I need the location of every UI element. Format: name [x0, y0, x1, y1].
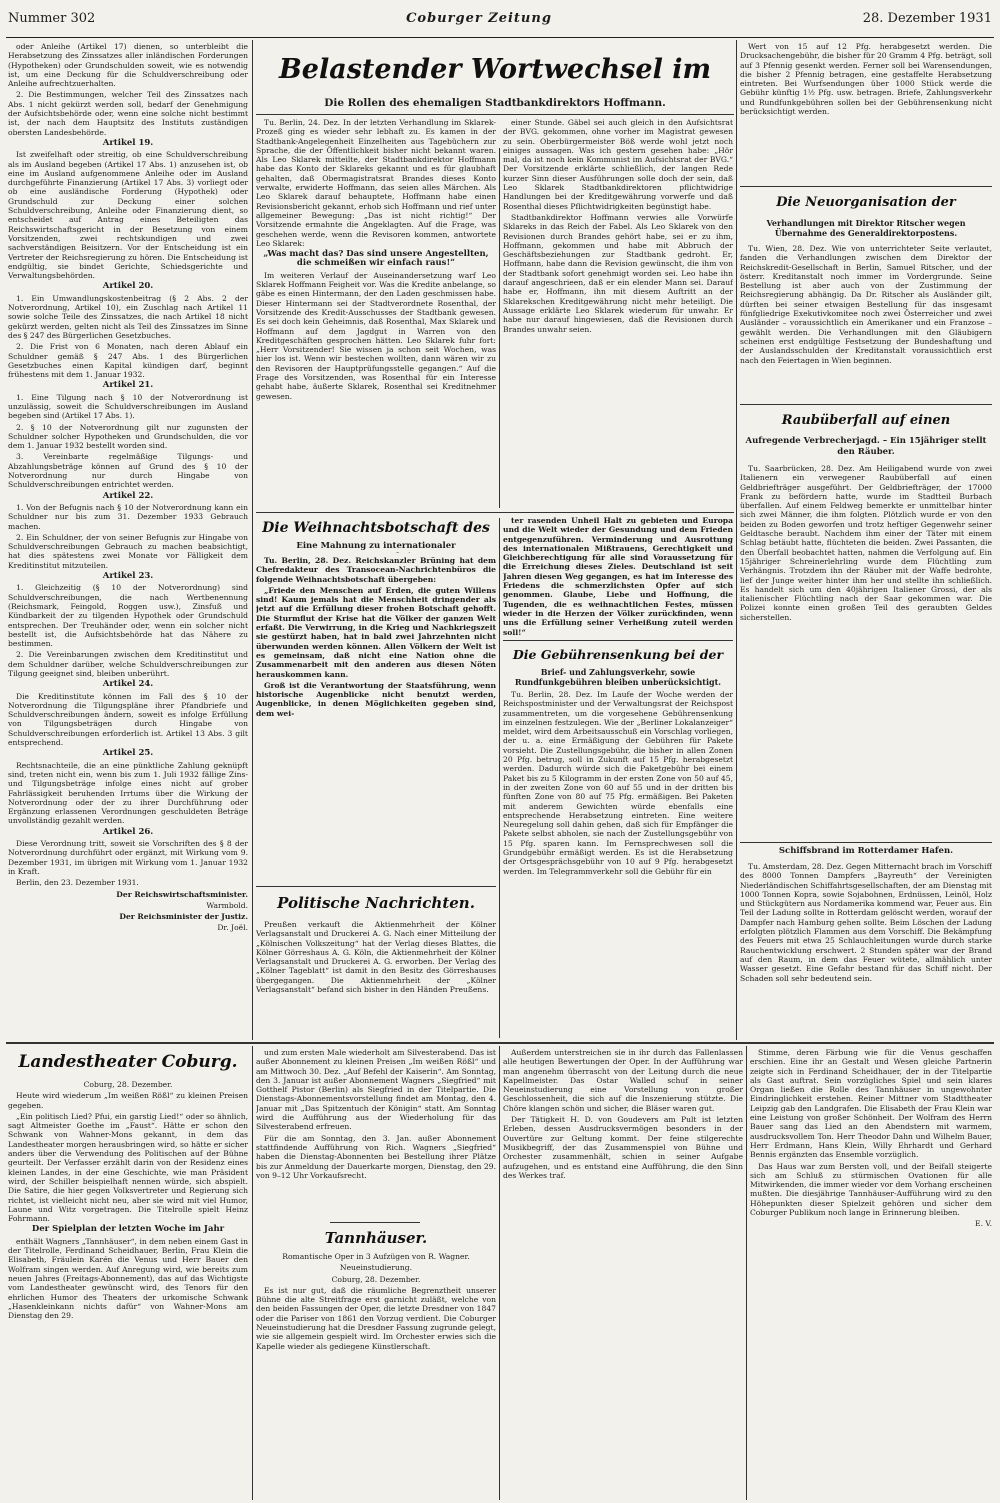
article-text: Es ist nur gut, daß die räumliche Begrenztheit unserer Bühne die alte Streitfrage erst garnicht zuläßt, welche von den beiden Fassungen der Oper, die letzte Dresdner von 1847 oder die Pariser von 1861 den Vorzug verdient. Die Coburger Neueinstudierung hat die Dresdner Fassung zugrunde gelegt, wie sie allgemein gespielt wird. Im Orchester erwies sich die Kapelle wieder als gediegene Künstlerschaft. — [256, 1285, 496, 1351]
signature-name: Warmbold. — [206, 900, 248, 910]
article-text: Ist zweifelhaft oder streitig, ob eine Schuldverschreibung als im Ausland begeben (Artikel 17 Abs. 1) anzusehen ist, ob eine im Ausland aufgenommene Anleihe oder im Ausland durchgeführte Finanzierung (Artikel 17 Abs. 3) vorliegt oder ob eine ausländische Forderung (Hypothek) oder Grundschuld zur Deckung einer solchen Schuldverschreibung, Anleihe oder Finanzierung dient, so entscheidet auf Antrag eines Beteiligten das Reichswirtschaftsgericht in der Besetzung von einem Vorsitzenden, zwei rechtskundigen und zwei sachverständigen Beisitzern. Vor der Entscheidung ist ein Vertreter der Reichsregierung zu hören. Die Entscheidung ist endgültig, sie bindet Gerichte, Schiedsgerichte und Verwaltungsbehörden. — [8, 150, 248, 281]
kredit-subhead: Verhandlungen mit Direktor Ritscher wegen Übernahme des Generaldirektorpostens. — [766, 218, 966, 238]
quote: „Was macht das? Das sind unsere Angestellten, die schmeißen wir einfach raus!“ — [263, 249, 489, 269]
theater-headline: Landestheater Coburg. — [18, 1052, 238, 1072]
article-text: „Ein politisch Lied? Pfui, ein garstig Lied!“ oder so ähnlich, sagt Altmeister Goethe im „Faust“. Hätte er schon den Schwank von Wahner-Mons gekannt, in dem das Landestheater morgen herausbringen wird, so hätte er sicher anders über die Verwendung des Politischen auf der Bühne geurteilt. Der Verfasser erzählt darin von der Residenz eines kleinen Landes, in der eine Geschichte, wie man Präsident wird, der Schiller beispielhaft nennen würde, sich abspielt. Die Satire, die hier gegen Volksvertreter und Regierung sich richtet, ist vielleicht nicht neu, aber sie wird mit viel Humor, Laune und Witz vorgetragen. Die Titelrolle spielt Heinz Fohrmann. — [8, 1111, 248, 1224]
section-rule — [740, 404, 992, 405]
column-rule — [499, 1046, 500, 1500]
reichspost-continuation — [740, 42, 992, 182]
article-text: Tu. Berlin, 28. Dez. Reichskanzler Brüning hat dem Chefredakteur des Transocean-Nachrichtenbüros die folgende Weihnachtsbotschaft übergeben: — [256, 556, 496, 584]
article-text: Tu. Saarbrücken, 28. Dez. Am Heiligabend wurde von zwei Italienern ein verwegener Raubüberfall auf einen Geldbriefträger ausgeführt. Der Geldbriefträger, der 17000 Frank zu befördern hatte, wurde im Stadtteil Burbach überfallen. Auf einem Feldweg bemerkte er unmittelbar hinter sich zwei Männer, die ihm folgten. Plötzlich wurde er von den beiden zu Boden geworfen und trotz heftiger Gegenwehr seiner Geldtasche beraubt. Nachdem ihm einer der Täter mit einem Schlag betäubt hatte, flüchteten die beiden. Zwei Passanten, die den Überfall beobachtet hatten, nahmen die Verfolgung auf. Ein 15jähriger Schreinerlehrling wurde dem Flüchtling zum Verhängnis. Trotzdem ihn der Räuber mit der Waffe bedrohte, lief der Junge weiter hinter ihm her und stellte ihn schließlich. Es handelt sich um den 40jährigen Italiener Grossi, der als italienischer Flüchtling nach der Saar gekommen war. Die Polizei konnte einen großen Teil des geraubten Geldes sicherstellen. — [740, 464, 992, 622]
theater-col4 — [750, 1048, 992, 1500]
headline-rule — [256, 114, 734, 115]
tannhaeuser-subtitle: Romantische Oper in 3 Aufzügen von R. Wagner. — [282, 1252, 470, 1261]
gebuehren-text — [503, 690, 733, 1038]
signature-title: Der Reichswirtschaftsminister. — [116, 889, 248, 899]
section-rule — [330, 1222, 420, 1223]
article-text: Wert von 15 auf 12 Pfg. herabgesetzt werden. Die Drucksachengebühr, die bisher für 20 Gramm 4 Pfg. beträgt, soll auf 3 Pfennig gesenkt werden. Ferner soll bei Warensendungen, die bisher 2 Pfennig betragen, eine gestaffelte Herabsetzung eintreten. Bei Wurfsendungen über 1000 Stück werde die Gebühr künftig 1½ Pfg. usw. betragen. Briefe, Zahlungsverkehr und Rundfunkgebühren sollen bei der Gebührensenkung nicht berücksichtigt werden. — [740, 42, 992, 117]
article-heading: Artikel 20. — [102, 281, 154, 292]
article-text: Rechtsnachteile, die an eine pünktliche Zahlung geknüpft sind, treten nicht ein, wenn bis zum 1. Juli 1932 fällige Zins- und Tilgungsbeträge infolge eines nicht auf grober Fahrlässigkeit beruhenden Irrtums über die Wirkung der Notverordnung oder der zu ihrer Durchführung oder Ergänzung erlassenen Verordnungen geschuldeten Beträge unvollständig gezahlt werden. — [8, 760, 248, 826]
article-text: Das Haus war zum Bersten voll, und der Beifall steigerte sich am Schluß zu stürmischen Ovationen für alle Mitwirkenden, die immer wieder vor dem Vorhang erscheinen mußten. Die diesjährige Tannhäuser-Aufführung wird zu den Höhepunkten dieser Spielzeit gehören und sicher dem Coburger Publikum noch lange in Erinnerung bleiben. — [750, 1161, 992, 1218]
article-text: 2. Die Bestimmungen, welcher Teil des Zinssatzes nach Abs. 1 nicht gekürzt werden soll, bedarf der Genehmigung der Aufsichtsbehörde oder, wenn eine solche nicht bestimmt ist, der nach dem Hauptsitz des Instituts zuständigen obersten Landesbehörde. — [8, 90, 248, 137]
article-heading: Artikel 19. — [102, 137, 154, 148]
section-rule — [740, 842, 992, 843]
sklarek-col1 — [256, 118, 496, 510]
feuilleton-divider — [6, 1042, 994, 1044]
article-text: Außerdem unterstreichen sie in ihr durch das Fallenlassen alle heutigen Bewertungen der Oper. In der Aufführung war man angenehm überrascht von der Leitung durch die neue Kapellmeister. Das Ostar Walled schuf in seiner Neueinstudierung eine Vorstellung von großer Geschlossenheit, die sich auf die Inszenierung stützte. Die Chöre klangen schön und sicher, die Bläser waren gut. — [503, 1048, 743, 1113]
weihnacht-headline: Die Weihnachtsbotschaft des — [262, 520, 490, 536]
signature-name: Dr. Joël. — [217, 923, 248, 933]
column-rule — [252, 40, 253, 1040]
article-text: Preußen verkauft die Aktienmehrheit der Kölner Verlagsanstalt und Druckerei A. G. Nach einer Mitteilung der „Kölnischen Volkszeitung“ hat der Verlag dieses Blattes, die Kölner Görreshaus A. G. Köln, die Aktienmehrheit der Kölner Verlagsanstalt und Druckerei A. G. erworben. Der Verlag des „Kölner Tageblatt“ ist damit in den Besitz des Görreshauses übergegangen. Die Aktienmehrheit der „Kölner Verlagsanstalt“ befand sich bisher in den Händen Preußens. — [256, 920, 496, 995]
article-heading: Artikel 26. — [102, 826, 154, 837]
article-text: Die Kreditinstitute können im Fall des § 10 der Notverordnung die Tilgungspläne ihrer Pfandbriefe und Schuldverschreibungen ändern, soweit es infolge Erfüllung von Tilgungsbeträgen durch Hingabe von Schuldverschreibungen erforderlich ist. Artikel 13 Abs. 3 gilt entsprechend. — [8, 691, 248, 748]
article-text: Im weiteren Verlauf der Auseinandersetzung warf Leo Sklarek Hoffmann Feigheit vor. Was die Kredite anbelange, so gäbe es einen Hintermann, der den Laden geschmissen habe. Dieser Hintermann sei der Stadtverordnete Rosenthal, der Vorsitzende des Kredit-Ausschusses der Stadtbank gewesen. Es sei doch kein Geheimnis, daß Rosenthal, Max Sklarek und Hoffmann auf dem Jagdgut in Warren von den Kreditgeschäften gesprochen hätten. Leo Sklarek fuhr fort: „Herr Vorsitzender! Sie wissen ja schon seit Wochen, was hier los ist. Wenn wir bestechen wollten, dann wären wir zu den Revisoren der Hauptprüfungsstelle gegangen.“ Auf die Frage des Vorsitzenden, was Rosenthal für ein Interesse gehabt habe, äußerte Sklarek, Rosenthal sei Kreditnehmer gewesen. — [256, 270, 496, 401]
article-text: einer Stunde. Gäbel sei auch gleich in den Aufsichtsrat der BVG. gekommen, ohne vorher im Magistrat gewesen zu sein. Oberbürgermeister Böß werde wohl jetzt noch einiges aussagen. Was ich gestern gesehen habe: „Hör mal, da ist noch kein Kommunist im Aufsichtsrat der BVG.“ Der Vorsitzende erklärte schließlich, der langen Rede kurzer Sinn dieser Ausführungen solle doch der sein, daß Leo Sklarek Stadtbankdirektoren pflichtwidrige Handlungen bei der Kreditgewährung vorwerfe und daß Rosenthal dieses Pflichtwidrigkeiten begünstigt habe. — [503, 118, 733, 211]
article-text: ter rasenden Unheil Halt zu gebieten und Europa und die Welt wieder der Gesundung und dem Frieden entgegenzuführen. Verminderung und Ausrottung des internationalen Mißtrauens, Gerechtigkeit und Gleichberechtigung für alle sind Voraussetzung für die Erreichung dieses Zieles. Deutschland ist seit Jahren diesen Weg gegangen, es hat im Interesse des Friedens die schmerzlichsten Opfer auf sich genommen. Glaube, Liebe und Hoffnung, die Tugenden, die es weihnachtlichen Festes, müssen wieder in die Herzen der Völker zurückfinden, wenn uns die Erfüllung seiner Verheißung zuteil werden soll!“ — [503, 516, 733, 637]
ship-headline: Schiffsbrand im Rotterdamer Hafen. — [778, 846, 954, 856]
article-text: Für die am Sonntag, den 3. Jan. außer Abonnement stattfindende Aufführung von Rich. Wagners „Siegfried“ haben die Dienstag-Abonnenten bei Bestellung ihrer Plätze bis zur Anmeldung der Dauerkarte morgen, Dienstag, den 29. von 9–12 Uhr Vorkaufsrecht. — [256, 1133, 496, 1180]
masthead — [6, 0, 994, 38]
article-text: Stadtbankdirektor Hoffmann verwies alle Vorwürfe Sklareks in das Reich der Fabel. Als Leo Sklarek von den Revisionen durch Brandes gehört habe, sei er zu ihm, Hoffmann, gekommen und habe mit Abbruch der Geschäftsbeziehungen zur Stadtbank gedroht. Er, Hoffmann, habe dann die Revision gewünscht, die ihm von der Stadtbank sofort genehmigt worden sei. Leo habe ihn darauf angeschrieen, daß er ein elender Mann sei. Darauf habe er, Hoffmann, ihn mit diesem Auftritt an der Sklarekschen Kreditgewährung nicht mehr beteiligt. Die Aussage erklärte Leo Sklarek wiederum für unwahr. Er habe nur darauf hingewiesen, daß die Revisionen durch Brandes unwahr seien. — [503, 212, 733, 334]
section-rule — [503, 640, 733, 641]
section-rule — [256, 512, 734, 513]
dateline: Coburg, 28. Dezember. — [331, 1274, 421, 1284]
raub-text — [740, 464, 992, 838]
kredit-text — [740, 244, 992, 402]
article-text: Tu. Berlin, 28. Dez. Im Laufe der Woche werden der Reichspostminister und der Verwaltungsrat der Reichspost zusammentreten, um die vorgesehene Gebührensenkung im einzelnen festzulegen. Wie der „Berliner Lokalanzeiger“ meldet, wird dem Arbeitsausschuß ein Vorschlag vorliegen, der u. a. eine Ermäßigung der Gebühren für Pakete vorsieht. Die Zustellungsgebühr, die bisher in allen Zonen 20 Pfg. betrug, soll in Zukunft auf 15 Pfg. herabgesetzt werden. Dadurch würde sich die Paketgebühr bei einem Paket bis zu 5 Kilogramm in der ersten Zone von 50 auf 45, in der zweiten Zone von 60 auf 55 und in der dritten bis fünften Zone von 80 auf 75 Pfg. ermäßigen. Bei Paketen mit anderem Gewichten würde ebenfalls eine entsprechende Herabsetzung eintreten. Eine weitere Neuregelung soll dahin gehen, daß sich für Empfänger die Pakete selbst abholen, sie nach der Zustellungsgebühr von 15 Pfg. sparen kann. Im Fernsprechwesen soll die Grundgebühr ermäßigt werden. Es ist die Herabsetzung der Ortsgesprächsgebühr von 10 auf 9 Pfg. herabgesetzt werden. Im Telegrammverkehr soll die Gebühr für ein — [503, 690, 733, 876]
tannhaeuser-headline: Tannhäuser. — [324, 1229, 428, 1247]
article-text: 1. Ein Umwandlungskostenbeitrag (§ 2 Abs. 2 der Notverordnung, Artikel 10), ein Zuschlag nach Artikel 11 sowie solche Teile des Zinssatzes, die nach Artikel 18 nicht gekürzt werden, gelten nicht als Teil des Zinssatzes im Sinne des § 247 des Bürgerlichen Gesetzbuches. — [8, 293, 248, 340]
column-rule — [252, 1046, 253, 1500]
article-text: 1. Eine Tilgung nach § 10 der Notverordnung ist unzulässig, soweit die Schuldverschreibungen im Ausland begeben sind (Artikel 17 Abs. 1). — [8, 392, 248, 421]
article-heading: Artikel 23. — [102, 571, 154, 582]
gebuehren-headline: Die Gebührensenkung bei der — [512, 647, 724, 662]
article-text: Diese Verordnung tritt, soweit sie Vorschriften des § 8 der Notverordnung durchführt oder ergänzt, mit Wirkung vom 9. Dezember 1931, im übrigen mit Wirkung vom 1. Januar 1932 in Kraft. — [8, 839, 248, 876]
article-text: Tu. Berlin, 24. Dez. In der letzten Verhandlung im Sklarek-Prozeß ging es wieder sehr lebhaft zu. Es kamen in der Stadtbank-Angelegenheit Einzelheiten aus Tagebüchern zur Sprache, die der Öffentlichkeit bisher nicht bekannt waren. Als Leo Sklarek mitteilte, der Stadtbankdirektor Hoffmann habe das Konto der Sklareks gekannt und es für glaubhaft gehalten, daß Obermagistratsrat Brandes dieses Konto verwalte, erwiderte Hoffmann, das seien alles Märchen. Als Leo Sklarek darauf behauptete, Hoffmann habe einen Revisionsbericht gekannt, erhob sich Hoffmann und rief unter allgemeiner Bewegung: „Das ist nicht richtig!“ Der Vorsitzende ermahnte die Angeklagten. Auf die Frage, was geschehen werde, wenn die Revisoren kommen, antwortete Leo Sklarek: — [256, 118, 496, 248]
tannhaeuser-col — [256, 1252, 496, 1500]
politische-headline: Politische Nachrichten. — [277, 894, 475, 912]
sklarek-subhead: Die Rollen des ehemaligen Stadtbankdirektors Hoffmann. — [324, 98, 666, 109]
article-text: Tu. Amsterdam, 28. Dez. Gegen Mitternacht brach im Vorschiff des 8000 Tonnen Dampfers „Bayreuth“ der Vereinigten Niederländischen Schiffahrtsgesellschaften, der am Dienstag mit 1000 Tonnen Kopra, sowie Sojabohnen, Erdnüssen, Leinöl, Holz und Stückgütern aus Nordamerika kommend war, Feuer aus. Ein Teil der Ladung sollte in Rotterdam gelöscht werden, worauf der Dampfer nach Hamburg gehen sollte. Beim Löschen der Ladung erfolgten plötzlich Flammen aus dem Vorschiff. Die Bekämpfung des Feuers mit etwa 25 Schlauchleitungen wurde durch starke Rauchentwicklung erschwert. 2 Stunden später war der Brand auf den Raum, in dem das Feuer wütete, allmählich unter Wasser gesetzt. Eine Gefahr bestand für das Schiff nicht. Der Schaden soll sehr bedeutend sein. — [740, 862, 992, 983]
theater-col1 — [8, 1080, 248, 1500]
article-text: Stimme, deren Färbung wie für die Venus geschaffen erschien. Eine ihr an Gestalt und Wesen gleiche Partnerin zeigte sich in Ferdinand Scheidhauer, der in der Titelpartie als Gast auftrat. Sein vorzügliches Spiel und sein klares Organ ließen die Rolle des Tannhäuser in ungewohnter Eindringlichkeit erstehen. Reiner Mittner vom Stadttheater Leipzig gab den Landgrafen. Die Elisabeth der Frau Klein war eine Leistung von großer Schönheit. Der Wolfram des Herrn Bauer sang das Lied an den Abendstern mit warmem, ausdrucksvollem Ton. Herr Theodor Dahn und Wilhelm Bauer, Herr Erdmann, Hans Klein, Willy Ehrhardt und Gerhard Bennis ergänzten das Ensemble vorzüglich. — [750, 1048, 992, 1160]
raub-headline: Raubüberfall auf einen — [781, 413, 951, 428]
weihnacht-subhead: Eine Mahnung zu internationaler — [296, 541, 456, 551]
sklarek-col2 — [503, 118, 733, 510]
column-rule — [736, 40, 737, 1040]
theater-col3 — [503, 1048, 743, 1500]
article-text: 1. Gleichzeitig (§ 10 der Notverordnung) sind Schuldverschreibungen, die nach Wertbenennung (Reichsmark, Feingold, Roggen usw.), Zinsfuß und Kündbarkeit der zu tilgenden Hypothek oder Grundschuld entsprechen. Der Treuhänder oder, wenn ein solcher nicht bestellt ist, die Aufsichtsbehörde hat das Nähere zu bestimmen. — [8, 583, 248, 649]
article-text: Tu. Wien, 28. Dez. Wie von unterrichteter Seite verlautet, fanden die Verhandlungen zwischen dem Direktor der Reichskredit-Gesellschaft in Berlin, Samuel Ritscher, und der österr. Kreditanstalt noch immer im Vordergrunde. Seine Bestellung ist aber auch von der Zustimmung der Reichsregierung abhängig. Da Dr. Ritscher als Ausländer gilt, dürften bei seiner etwaigen Bestellung für das insgesamt fünfgliedrige Exekutivkomitee noch zwei Österreicher und zwei Ausländer – voraussichtlich ein Amerikaner und ein Franzose – gewählt werden. Die Verhandlungen mit den Gläubigern scheinen erst endgültige Festsetzung der Bundeshaftung und der Auslandsschulden der Kreditanstalt voraussichtlich erst nach den Feiertagen in Wien beginnen. — [740, 244, 992, 365]
paper-name: Coburger Zeitung — [406, 11, 552, 26]
section-rule — [740, 186, 992, 187]
column-rule — [746, 1046, 747, 1500]
issue-date: 28. Dezember 1931 — [862, 11, 992, 26]
section-heading: Der Spielplan der letzten Woche im Jahr — [31, 1224, 225, 1235]
tannhaeuser-subtitle: Neueinstudierung. — [339, 1263, 413, 1273]
kredit-headline: Die Neuorganisation der — [776, 195, 956, 210]
column-rule — [499, 518, 500, 1038]
politische-text — [256, 920, 496, 1038]
gebuehren-subhead: Brief- und Zahlungsverkehr, sowie Rundfunkgebühren bleiben unberücksichtigt. — [514, 667, 722, 687]
theater-col2 — [256, 1048, 496, 1220]
quote: „Friede den Menschen auf Erden, die guten Willens sind! Kaum jemals hat die Menschheit dringender als jetzt auf die Erfüllung dieser frohen Botschaft gehofft. Die Sturmflut der Krise hat die Völker der ganzen Welt erfaßt. Die Verwirrung, in die Krieg und Nachkriegszeit sie gestürzt haben, hat in bald zwei Jahrzehnten nicht überwunden werden können. Allen Völkern der Welt ist es gemeinsam, daß nicht eine Nation ohne die Zusammenarbeit mit den anderen aus diesen Nöten herauskommen kann. — [256, 585, 496, 679]
article-heading: Artikel 24. — [102, 679, 154, 690]
section-rule — [256, 886, 496, 887]
article-heading: Artikel 21. — [102, 380, 154, 391]
dateline: Berlin, den 23. Dezember 1931. — [16, 878, 139, 888]
signature-title: Der Reichsminister der Justiz. — [119, 912, 248, 922]
sklarek-headline: Belastender Wortwechsel im — [278, 54, 712, 85]
articles-column — [8, 42, 248, 1038]
raub-subhead: Aufregende Verbrecherjagd. – Ein 15jähriger stellt den Räuber. — [745, 436, 987, 457]
article-heading: Artikel 22. — [102, 490, 154, 501]
article-text: 2. § 10 der Notverordnung gilt nur zugunsten der Schuldner solcher Hypotheken und Grundschulden, die vor dem 1. Januar 1932 bestellt worden sind. — [8, 422, 248, 451]
weihnacht-col1 — [256, 556, 496, 882]
weihnacht-col2 — [503, 516, 733, 638]
article-text: Der Tätigkeit H. D. von Goudevers am Pult ist letzten Erleben, dessen Ausdrucksvermögen besonders in der Ouvertüre zur Geltung kommt. Der feine stilgerechte Musikbegriff, der das Zusammenspiel von Bühne und Orchester zusammenhält, schien in seiner Aufgabe aufzugehen, und es entstand eine Aufführung, die den Sinn des Werkes traf. — [503, 1115, 743, 1180]
ship-text — [740, 862, 992, 1038]
article-text: und zum ersten Male wiederholt am Silvesterabend. Das ist außer Abonnement zu kleinen Preisen „Im weißen Rößl“ und am Mittwoch 30. Dez. „Auf Befehl der Kaiserin“. Am Sonntag, den 3. Januar ist außer Abonnement Wagners „Siegfried“ mit Gotthelf Pistor (Berlin) als Siegfried in der Titelpartie. Die Dienstags-Abonnementsvorstellung findet am Montag, den 4. Januar mit „Das Spitzentuch der Königin“ statt. Am Sonntag wird die Aufführung aus der Wiederholung für das Silvesterabend erfreuen. — [256, 1048, 496, 1132]
dateline: Coburg, 28. Dezember. — [83, 1080, 173, 1089]
article-text: enthält Wagners „Tannhäuser“, in dem neben einem Gast in der Titelrolle, Ferdinand Scheidhauer, Berlin, Frau Klein die Elisabeth, Fräulein Karén die Venus und Herr Bauer den Wolfram singen werden. Auf Anregung wird, wie bereits zum neuen Jahres (Freitags-Abonnement), das auf das Wichtigste vom Landestheater gewünscht wird, des Tenors für den ehrlichen Humor des Theaters der urkomische Schwank „Hasenkleinkann nichts dafür“ von Wahner-Mons am Dienstag den 29. — [8, 1236, 248, 1321]
article-text: Heute wird wiederum „Im weißen Rößl“ zu kleinen Preisen gegeben. — [8, 1091, 248, 1110]
page-number: Nummer 302 — [8, 11, 96, 26]
article-text: 2. Die Frist von 6 Monaten, nach deren Ablauf ein Schuldner gemäß § 247 Abs. 1 des Bürgerlichen Gesetzbuches einen Kapital kündigen darf, beginnt frühestens mit dem 1. Januar 1932. — [8, 342, 248, 380]
column-rule — [499, 148, 500, 508]
article-text: oder Anleihe (Artikel 17) dienen, so unterbleibt die Herabsetzung des Zinssatzes aller inländischen Forderungen (Hypotheken) oder Grundschulden soweit, wie es notwendig ist, um eine Deckung für die Schuldverschreibung oder Anleihe aufrechtzuerhalten. — [8, 42, 248, 89]
article-text: 2. Die Vereinbarungen zwischen dem Kreditinstitut und dem Schuldner darüber, welche Schuldverschreibungen zur Tilgung geeignet sind, bleiben unberührt. — [8, 650, 248, 678]
article-text: Groß ist die Verantwortung der Staatsführung, wenn historische Augenblicke nicht benutzt werden, Augenblicke, in denen Möglichkeiten gegeben sind, dem wei- — [256, 680, 496, 718]
article-text: 2. Ein Schuldner, der von seiner Befugnis zur Hingabe von Schuldverschreibungen Gebrauch zu machen beabsichtigt, hat dies spätestens zwei Monate vor Fälligkeit dem Kreditinstitut mitzuteilen. — [8, 532, 248, 570]
article-heading: Artikel 25. — [102, 748, 154, 759]
article-text: 3. Vereinbarte regelmäßige Tilgungs- und Abzahlungsbeträge können auf Grund des § 10 der Notverordnung nur durch Hingabe von Schuldverschreibungen entrichtet werden. — [8, 452, 248, 490]
article-text: 1. Von der Befugnis nach § 10 der Notverordnung kann ein Schuldner nur bis zum 31. Dezember 1933 Gebrauch machen. — [8, 502, 248, 531]
author-initials: E. V. — [975, 1219, 992, 1229]
